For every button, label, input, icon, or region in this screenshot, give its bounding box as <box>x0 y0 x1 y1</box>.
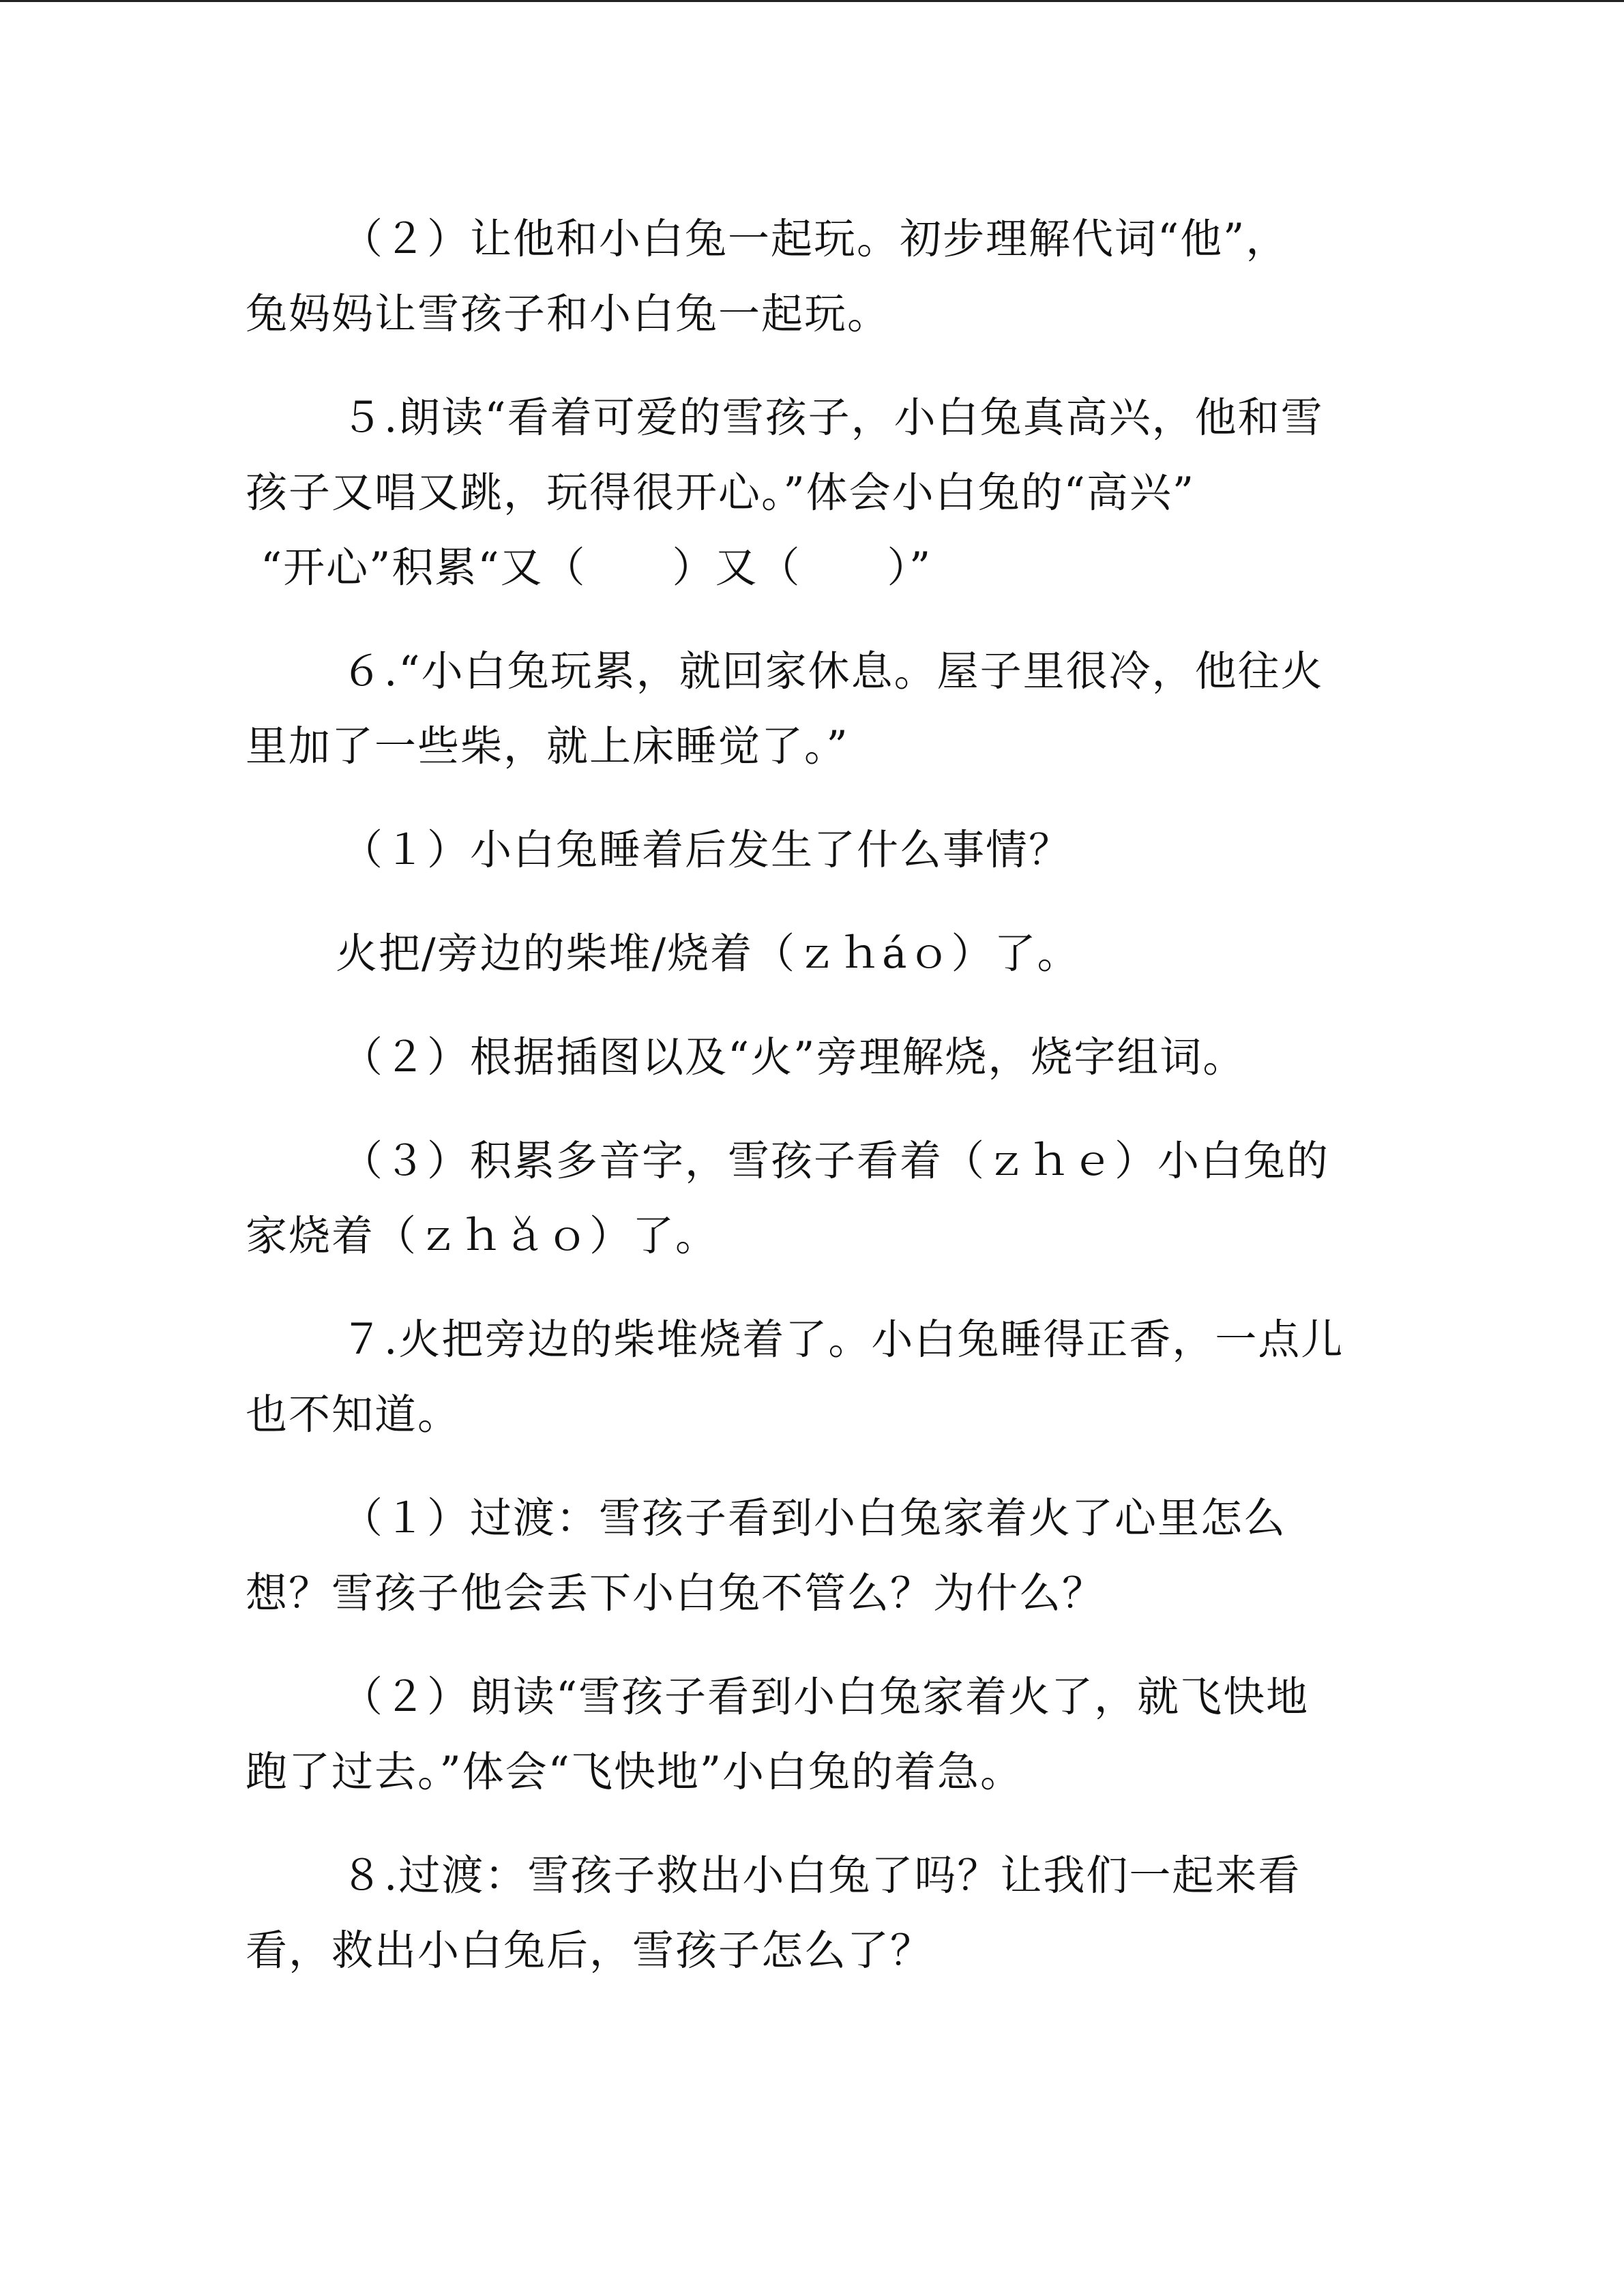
top-border-line <box>0 0 1624 2</box>
text-line: 跑了过去。”体会“飞快地”小白兔的着急。 <box>246 1748 1024 1796</box>
text-line: （２）根据插图以及“火”旁理解烧，烧字组词。 <box>341 1033 1246 1082</box>
paragraph-answer <box>246 916 1364 992</box>
paragraph-question-1 <box>246 813 1364 888</box>
text-line: 看，救出小白兔后，雪孩子怎么了？ <box>246 1926 934 1975</box>
paragraph-step-6 <box>246 634 1364 784</box>
text-line: 火把/旁边的柴堆/烧着（ｚｈáｏ）了。 <box>336 929 1080 978</box>
paragraph-item-2-note <box>246 202 1364 352</box>
text-line: （２）朗读“雪孩子看到小白兔家着火了，就飞快地 <box>341 1673 1310 1721</box>
paragraph-step-7 <box>246 1302 1364 1452</box>
paragraph-transition-1 <box>246 1481 1364 1631</box>
text-line: （１）小白兔睡着后发生了什么事情？ <box>341 826 1072 874</box>
text-line: “开心”积累“又（ ）又（ ）” <box>261 543 932 592</box>
paragraph-step-5 <box>246 381 1364 606</box>
text-line: （１）过渡：雪孩子看到小白兔家着火了心里怎么 <box>341 1494 1287 1542</box>
paragraph-step-8 <box>246 1838 1364 1988</box>
document-body <box>246 202 1364 1988</box>
paragraph-question-2 <box>246 1020 1364 1095</box>
paragraph-reading-2 <box>246 1660 1364 1810</box>
text-line: ６.“小白兔玩累，就回家休息。屋子里很冷，他往火 <box>341 647 1324 696</box>
text-line: ５.朗读“看着可爱的雪孩子，小白兔真高兴，他和雪 <box>341 393 1324 442</box>
text-line: ８.过渡：雪孩子救出小白兔了吗？让我们一起来看 <box>341 1851 1301 1900</box>
text-line: 里加了一些柴，就上床睡觉了。” <box>246 722 849 771</box>
text-line: 兔妈妈让雪孩子和小白兔一起玩。 <box>246 290 891 338</box>
paragraph-question-3 <box>246 1124 1364 1274</box>
text-line: 也不知道。 <box>246 1390 461 1439</box>
text-line: 家烧着（ｚｈ̌ａｏ）了。 <box>246 1212 719 1260</box>
text-line: （３）积累多音字，雪孩子看着（ｚｈｅ）小白兔的 <box>341 1137 1330 1185</box>
text-line: 孩子又唱又跳，玩得很开心。”体会小白兔的“高兴” <box>246 468 1196 517</box>
text-line: （２）让他和小白兔一起玩。初步理解代词“他”， <box>341 215 1289 263</box>
text-line: ７.火把旁边的柴堆烧着了。小白兔睡得正香，一点儿 <box>341 1315 1344 1364</box>
text-line: 想？雪孩子他会丢下小白兔不管么？为什么？ <box>246 1569 1106 1617</box>
